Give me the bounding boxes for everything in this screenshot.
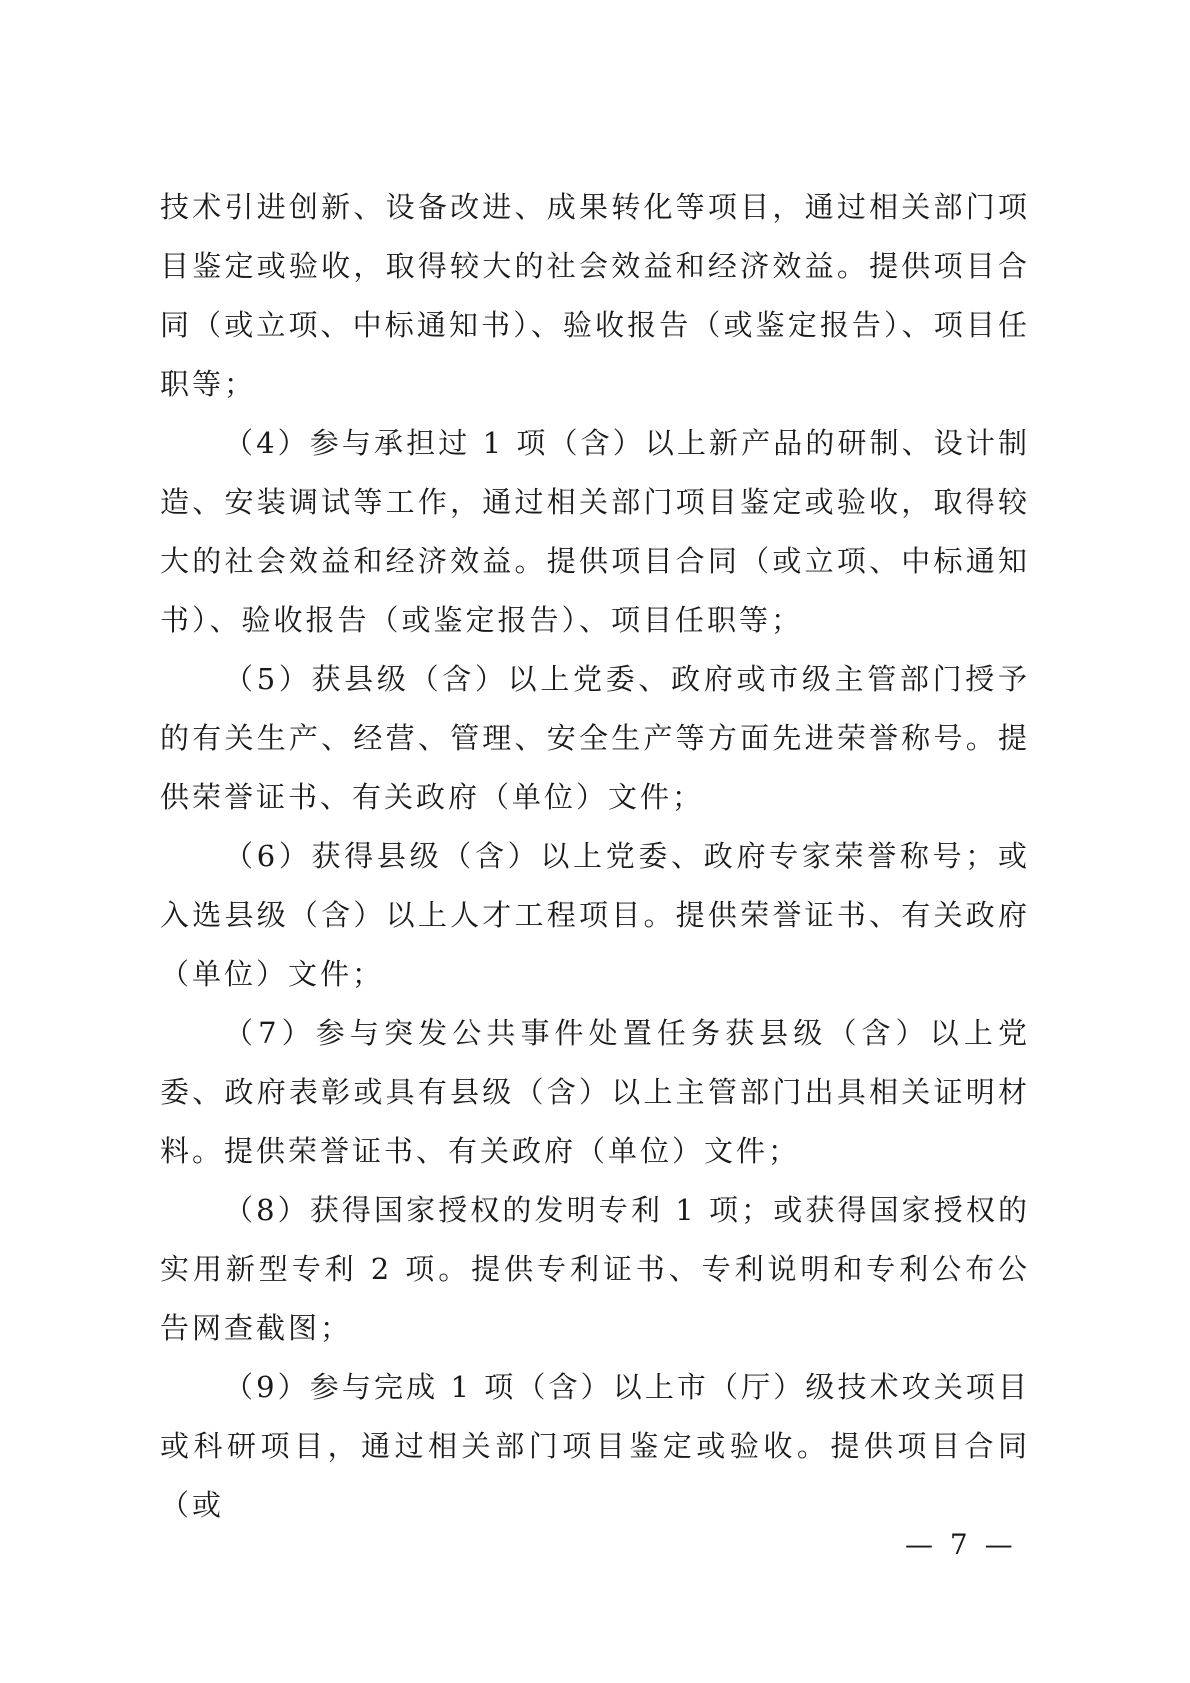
paragraph-continuation: 技术引进创新、设备改进、成果转化等项目，通过相关部门项目鉴定或验收，取得较大的社会效益和经济效益。提供项目合同（或立项、中标通知书）、验收报告（或鉴定报告）、项目任职等； bbox=[160, 190, 1030, 401]
paragraph-item-6: （6）获得县级（含）以上党委、政府专家荣誉称号；或入选县级（含）以上人才工程项目。提供荣誉证书、有关政府（单位）文件； bbox=[160, 839, 1030, 991]
page-number: — 7 — bbox=[905, 1528, 1017, 1561]
paragraph-item-5: （5）获县级（含）以上党委、政府或市级主管部门授予的有关生产、经营、管理、安全生产等方面先进荣誉称号。提供荣誉证书、有关政府（单位）文件； bbox=[160, 662, 1030, 814]
paragraph-item-4: （4）参与承担过 1 项（含）以上新产品的研制、设计制造、安装调试等工作，通过相关部门项目鉴定或验收，取得较大的社会效益和经济效益。提供项目合同（或立项、中标通知书）、验收报告（或鉴定报告）、项目任职等； bbox=[160, 426, 1030, 637]
document-body bbox=[160, 178, 1030, 1535]
paragraph-item-7: （7）参与突发公共事件处置任务获县级（含）以上党委、政府表彰或具有县级（含）以上主管部门出具相关证明材料。提供荣誉证书、有关政府（单位）文件； bbox=[160, 1016, 1030, 1168]
paragraph-item-9: （9）参与完成 1 项（含）以上市（厅）级技术攻关项目或科研项目，通过相关部门项目鉴定或验收。提供项目合同（或 bbox=[160, 1370, 1030, 1522]
paragraph-item-8: （8）获得国家授权的发明专利 1 项；或获得国家授权的实用新型专利 2 项。提供专利证书、专利说明和专利公布公告网查截图； bbox=[160, 1193, 1030, 1345]
